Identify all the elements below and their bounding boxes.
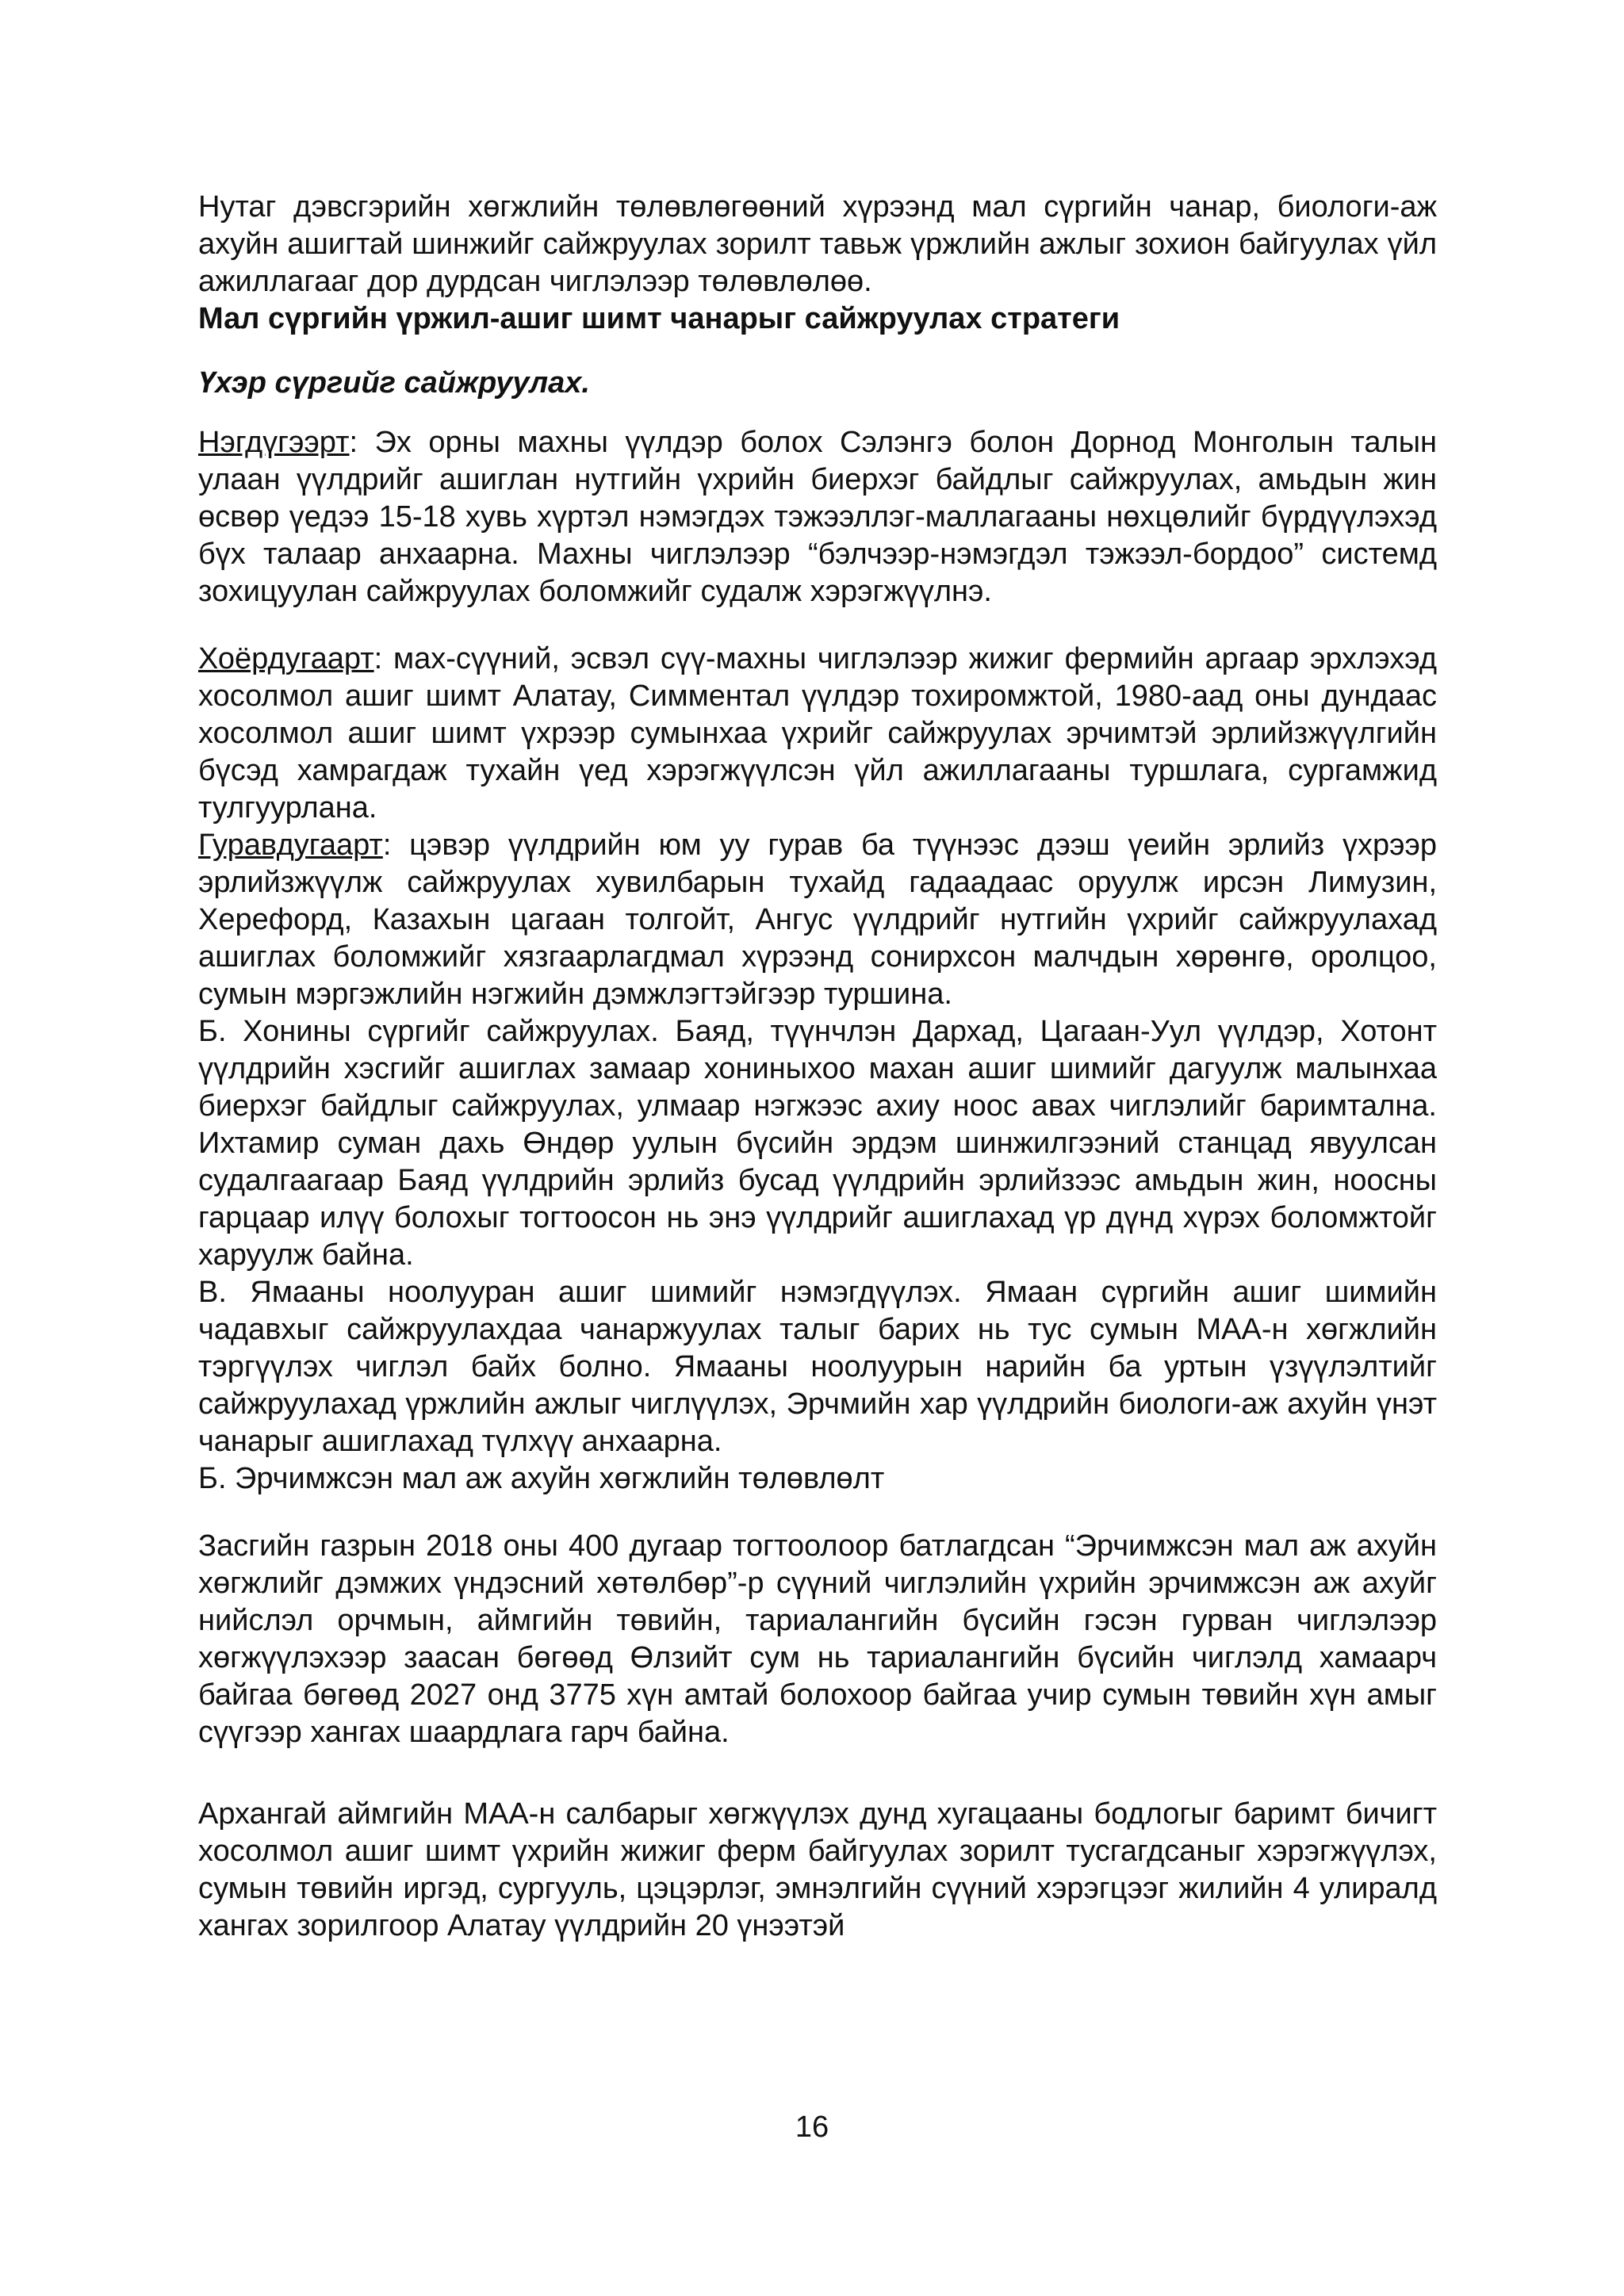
third-point-text: : цэвэр үүлдрийн юм уу гурав ба түүнээс дээш үеийн эрлийз үхрээр эрлийзжүүлж сайжруулах хувилбарын тухайд гадаадаас оруулж ирсэн Лимузин, Херефорд, Казахын цагаан толгойт, Ангус үүлдрийг нутгийн үхрийг сайжруулахад ашиглах боломжийг хязгаарлагдмал хүрээнд сонирхсон малчдын хөрөнгө, оролцоо, сумын мэргэжлийн нэгжийн дэмжлэгтэйгээр туршина. — [198, 828, 1437, 1011]
intensive-heading: Б. Эрчимжсэн мал аж ахуйн хөгжлийн төлөвлөлт — [198, 1462, 885, 1495]
second-point-text: : мах-сүүний, эсвэл сүү-махны чиглэлээр жижиг фермийн аргаар эрхлэхэд хосолмол ашиг шимт Алатау, Симментал үүлдэр тохиромжтой, 1980-аад оны дундаас хосолмол ашиг шимт үхрээр сумынхаа үхрийг сайжруулах эрчимтэй эрлийзжүүлгийн бүсэд хамрагдаж тухайн үед хэрэгжүүлсэн үйл ажиллагааны туршлага, сургамжид тулгуурлана. — [198, 642, 1437, 825]
arkhangai-paragraph: Архангай аймгийн МАА-н салбарыг хөгжүүлэх дунд хугацааны бодлогыг баримт бичигт хосолмол ашиг шимт үхрийн жижиг ферм байгуулах зорилт тусгагдсаныг хэрэгжүүлэх, сумын төвийн иргэд, сургууль, цэцэрлэг, эмнэлгийн сүүний хэрэгцээг жилийн 4 улиралд хангах зорилгоор Алатау үүлдрийн 20 үнээтэй — [198, 1797, 1437, 1942]
section-heading: Мал сүргийн үржил-ашиг шимт чанарыг сайжруулах стратеги — [198, 302, 1120, 335]
second-point-label: Хоёрдугаарт — [198, 642, 374, 675]
cattle-subheading: Үхэр сүргийг сайжруулах. — [198, 366, 590, 400]
second-point-paragraph — [198, 641, 1437, 827]
intro-paragraph: Нутаг дэвсгэрийн хөгжлийн төлөвлөгөөний хүрээнд мал сүргийн чанар, биологи-аж ахуйн ашигтай шинжийг сайжруулах зорилт тавьж үржлийн ажлыг зохион байгуулах үйл ажиллагааг дор дурдсан чиглэлээр төлөвлөлөө. — [198, 190, 1437, 298]
goat-paragraph: В. Ямааны ноолууран ашиг шимийг нэмэгдүүлэх. Ямаан сүргийн ашиг шимийн чадавхыг сайжруулахдаа чанаржуулах талыг барих нь тус сумын МАА-н хөгжлийн тэргүүлэх чиглэл байх болно. Ямааны ноолуурын нарийн ба уртын үзүүлэлтийг сайжруулахад үржлийн ажлыг чиглүүлэх, Эрчмийн хар үүлдрийн биологи-аж ахуйн үнэт чанарыг ашиглахад түлхүү анхаарна. — [198, 1276, 1437, 1458]
first-point-paragraph — [198, 424, 1437, 610]
first-point-label: Нэгдүгээрт — [198, 426, 350, 459]
third-point-label: Гуравдугаарт — [198, 828, 383, 862]
sheep-paragraph: Б. Хонины сүргийг сайжруулах. Баяд, түүнчлэн Дархад, Цагаан-Уул үүлдэр, Хотонт үүлдрийн хэсгийг ашиглах замаар хониныхоо махан ашиг шимийг дагуулж малынхаа биерхэг байдлыг сайжруулах, улмаар нэгжээс ахиу ноос авах чиглэлийг баримтална. Ихтамир суман дахь Өндөр уулын бүсийн эрдэм шинжилгээний станцад явуулсан судалгаагаар Баяд үүлдрийн эрлийз бусад үүлдрийн эрлийзээс амьдын жин, ноосны гарцаар илүү болохыг тогтоосон нь энэ үүлдрийг ашиглахад үр дүнд хүрэх боломжтойг харуулж байна. — [198, 1015, 1437, 1272]
document-body — [198, 189, 1437, 1945]
government-paragraph: Засгийн газрын 2018 оны 400 дугаар тогтоолоор батлагдсан “Эрчимжсэн мал аж ахуйн хөгжлийг дэмжих үндэсний хөтөлбөр”-р сүүний чиглэлийн үхрийн эрчимжсэн аж ахуйг нийслэл орчмын, аймгийн төвийн, тариалангийн бүсийн гэсэн гурван чиглэлээр хөгжүүлэхээр заасан бөгөөд Өлзийт сум нь тариалангийн бүсийн чиглэлд хамаарч байгаа бөгөөд 2027 онд 3775 хүн амтай болохоор байгаа учир сумын төвийн хүн амыг сүүгээр хангах шаардлага гарч байна. — [198, 1529, 1437, 1749]
page-number: 16 — [795, 2110, 829, 2144]
third-point-paragraph — [198, 827, 1437, 1013]
first-point-text: : Эх орны махны үүлдэр болох Сэлэнгэ болон Дорнод Монголын талын улаан үүлдрийг ашиглан нутгийн үхрийн биерхэг байдлыг сайжруулах, амьдын жин өсвөр үедээ 15-18 хувь хүртэл нэмэгдэх тэжээллэг-маллагааны нөхцөлийг бүрдүүлэхэд бүх талаар анхаарна. Махны чиглэлээр “бэлчээр-нэмэгдэл тэжээл-бордоо” системд зохицуулан сайжруулах боломжийг судалж хэрэгжүүлнэ. — [198, 426, 1437, 608]
